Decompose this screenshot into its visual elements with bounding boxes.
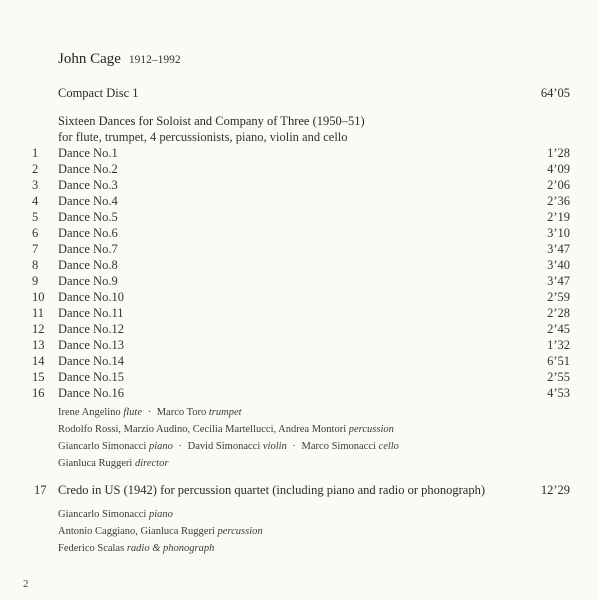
performer-name: Federico Scalas	[58, 543, 125, 554]
performer-name: Rodolfo Rossi, Marzio Audino, Cecilia Martellucci, Andrea Montori	[58, 424, 347, 435]
track-title: Dance No.16	[58, 386, 124, 400]
track-row	[0, 306, 598, 322]
track-row	[0, 338, 598, 354]
disc-total-time: 64’05	[540, 86, 570, 100]
separator: ·	[178, 441, 183, 452]
track-duration: 2’28	[547, 306, 570, 320]
composer-name: John Cage	[58, 51, 121, 67]
track-number: 4	[32, 194, 39, 208]
track-row	[0, 146, 598, 162]
track-duration: 1’28	[547, 146, 570, 160]
work-instrumentation: for flute, trumpet, 4 percussionists, piano, violin and cello	[58, 130, 348, 144]
performer-credits	[58, 404, 399, 472]
track-row	[0, 370, 598, 386]
track-row	[0, 162, 598, 178]
performer-name: Gianluca Ruggeri	[58, 458, 133, 469]
work-title: Sixteen Dances for Soloist and Company of Three (1950–51)	[58, 114, 365, 128]
track-duration: 3’40	[547, 258, 570, 272]
track-row	[0, 194, 598, 210]
track-number: 7	[32, 242, 39, 256]
credit-line	[58, 540, 263, 557]
track-title: Dance No.6	[58, 226, 118, 240]
track-number: 1	[32, 146, 39, 160]
performer-instrument: percussion	[348, 424, 394, 435]
performer-instrument: percussion	[217, 526, 263, 537]
performer-instrument: violin	[262, 441, 287, 452]
page-number: 2	[23, 578, 29, 590]
disc-label: Compact Disc 1	[58, 86, 139, 100]
track-number: 17	[34, 483, 47, 497]
track-title: Dance No.15	[58, 370, 124, 384]
track-number: 5	[32, 210, 39, 224]
track-number: 16	[32, 386, 45, 400]
track-row	[0, 483, 598, 499]
credit-line	[58, 438, 399, 455]
track-duration: 12’29	[540, 483, 570, 497]
track-duration: 4’53	[547, 386, 570, 400]
credit-line	[58, 455, 399, 472]
track-row	[0, 274, 598, 290]
performer-name: Irene Angelino	[58, 407, 121, 418]
track-number: 8	[32, 258, 39, 272]
track-duration: 6’51	[547, 354, 570, 368]
performer-name: Marco Simonacci	[301, 441, 376, 452]
performer-name: Antonio Caggiano, Gianluca Ruggeri	[58, 526, 215, 537]
track-duration: 2’55	[547, 370, 570, 384]
credit-line	[58, 421, 399, 438]
track-row	[0, 354, 598, 370]
track-title: Credo in US (1942) for percussion quartet (including piano and radio or phonograph)	[58, 483, 485, 497]
performer-name: Marco Toro	[156, 407, 207, 418]
track-number: 13	[32, 338, 45, 352]
track-title: Dance No.5	[58, 210, 118, 224]
track-title: Dance No.1	[58, 146, 118, 160]
track-number: 14	[32, 354, 45, 368]
track-duration: 2’06	[547, 178, 570, 192]
track-duration: 2’19	[547, 210, 570, 224]
track-title: Dance No.2	[58, 162, 118, 176]
track-row	[0, 178, 598, 194]
track-title: Dance No.13	[58, 338, 124, 352]
credit-line	[58, 523, 263, 540]
track-title: Dance No.14	[58, 354, 124, 368]
performer-instrument: piano	[148, 509, 173, 520]
track-row	[0, 386, 598, 402]
track-title: Dance No.11	[58, 306, 124, 320]
track-title: Dance No.12	[58, 322, 124, 336]
performer-credits	[58, 506, 263, 557]
track-title: Dance No.8	[58, 258, 118, 272]
composer-heading	[58, 50, 181, 68]
track-number: 9	[32, 274, 39, 288]
performer-name: Giancarlo Simonacci	[58, 441, 147, 452]
composer-dates: 1912–1992	[128, 54, 181, 66]
track-number: 11	[32, 306, 45, 320]
performer-instrument: cello	[378, 441, 399, 452]
performer-name: Giancarlo Simonacci	[58, 509, 147, 520]
track-number: 2	[32, 162, 39, 176]
track-title: Dance No.10	[58, 290, 124, 304]
track-list	[0, 146, 598, 402]
track-title: Dance No.3	[58, 178, 118, 192]
performer-instrument: director	[134, 458, 169, 469]
track-duration: 2’59	[547, 290, 570, 304]
track-title: Dance No.4	[58, 194, 118, 208]
track-title: Dance No.7	[58, 242, 118, 256]
performer-instrument: radio & phonograph	[126, 543, 215, 554]
track-row	[0, 210, 598, 226]
track-duration: 4’09	[547, 162, 570, 176]
credit-line	[58, 404, 399, 421]
track-row	[0, 258, 598, 274]
track-number: 6	[32, 226, 39, 240]
track-number: 12	[32, 322, 45, 336]
performer-instrument: piano	[148, 441, 173, 452]
track-duration: 2’36	[547, 194, 570, 208]
track-duration: 3’47	[547, 242, 570, 256]
separator: ·	[292, 441, 296, 452]
track-row	[0, 226, 598, 242]
track-number: 3	[32, 178, 39, 192]
track-number: 10	[32, 290, 45, 304]
track-duration: 3’10	[547, 226, 570, 240]
track-duration: 3’47	[547, 274, 570, 288]
track-title: Dance No.9	[58, 274, 118, 288]
track-duration: 2’45	[547, 322, 570, 336]
separator: ·	[147, 407, 152, 418]
performer-name: David Simonacci	[187, 441, 261, 452]
track-duration: 1’32	[547, 338, 570, 352]
track-row	[0, 322, 598, 338]
track-row	[0, 290, 598, 306]
credit-line	[58, 506, 263, 523]
performer-instrument: flute	[123, 407, 142, 418]
performer-instrument: trumpet	[208, 407, 242, 418]
track-row	[0, 242, 598, 258]
track-number: 15	[32, 370, 45, 384]
